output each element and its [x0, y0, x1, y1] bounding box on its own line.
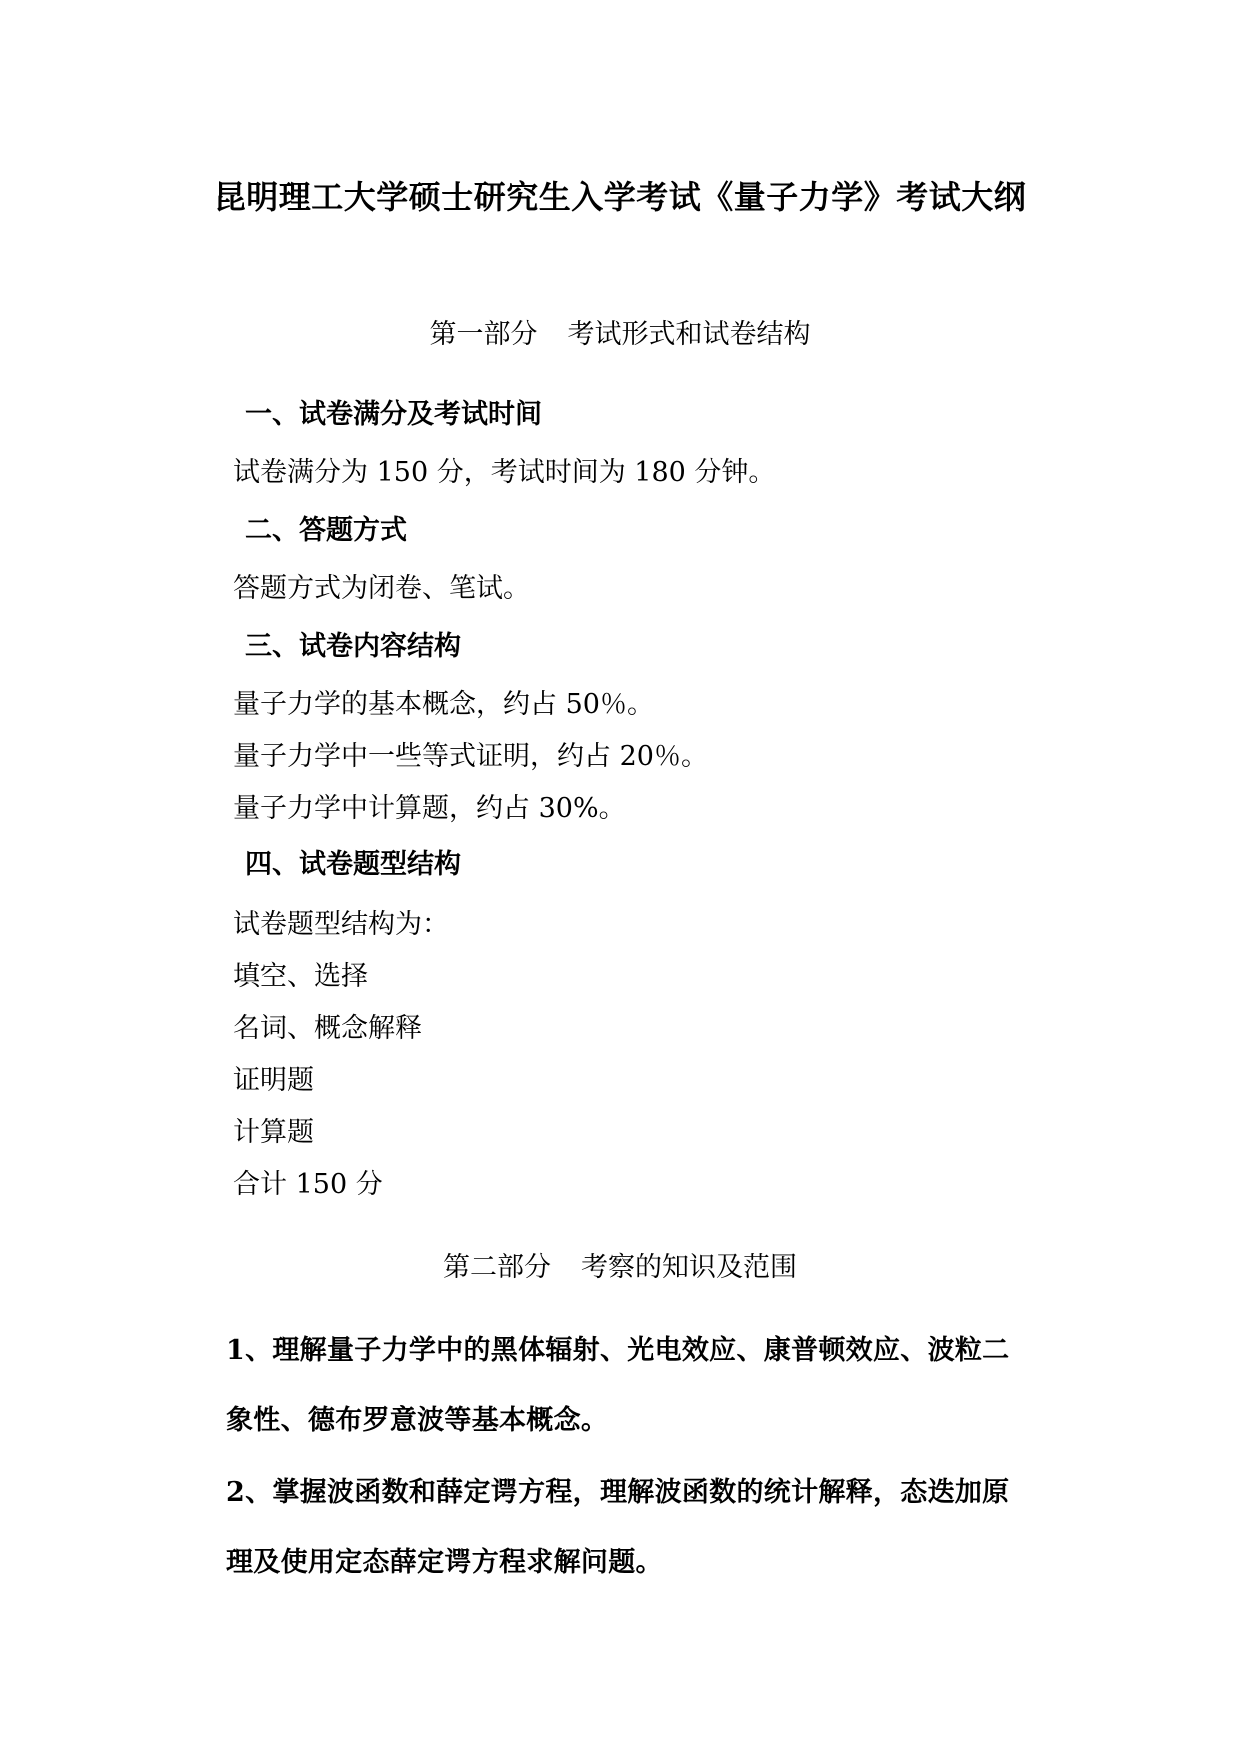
- section-text-line: 名词、概念解释: [233, 1013, 422, 1044]
- section-text-line: 合计 150 分: [233, 1169, 383, 1200]
- section-text-line: 试卷满分为 150 分，考试时间为 180 分钟。: [233, 457, 776, 488]
- section-text-line: 计算题: [233, 1117, 314, 1148]
- section-heading-answer-method: 二、答题方式: [245, 515, 407, 546]
- section-text-line: 证明题: [233, 1065, 314, 1096]
- section-text-line: 答题方式为闭卷、笔试。: [233, 573, 530, 604]
- part2-heading-text: 考察的知识及范围: [581, 1252, 797, 1283]
- document-title: 昆明理工大学硕士研究生入学考试《量子力学》考试大纲: [213, 178, 1027, 216]
- section-text-line: 试卷题型结构为：: [233, 909, 449, 940]
- part1-heading-number: 第一部分: [429, 319, 538, 350]
- part1-heading-text: 考试形式和试卷结构: [567, 319, 811, 350]
- section-heading-exam-score-time: 一、试卷满分及考试时间: [245, 399, 542, 430]
- knowledge-item-2-line2: 理及使用定态薛定谔方程求解问题。: [226, 1547, 663, 1578]
- section-text-line: 量子力学中计算题，约占 30%。: [233, 793, 626, 824]
- part1-heading: [0, 312, 1240, 351]
- section-text-line: 量子力学中一些等式证明，约占 20％。: [233, 741, 708, 772]
- knowledge-item-1-line2: 象性、德布罗意波等基本概念。: [226, 1405, 609, 1436]
- section-heading-question-types: 四、试卷题型结构: [245, 849, 461, 880]
- knowledge-item-2-line1: 2、掌握波函数和薛定谔方程，理解波函数的统计解释，态迭加原: [226, 1477, 1010, 1508]
- knowledge-item-1-line1: 1、理解量子力学中的黑体辐射、光电效应、康普顿效应、波粒二: [226, 1335, 1010, 1366]
- section-text-line: 量子力学的基本概念，约占 50％。: [233, 689, 654, 720]
- section-heading-content-structure: 三、试卷内容结构: [245, 631, 461, 662]
- section-text-line: 填空、选择: [233, 961, 368, 992]
- part2-heading-number: 第二部分: [443, 1252, 551, 1283]
- part2-heading: [0, 1245, 1240, 1284]
